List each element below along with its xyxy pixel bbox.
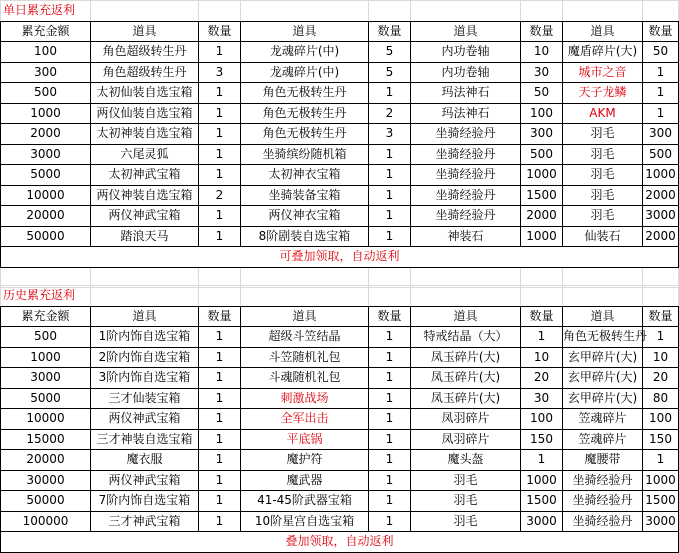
table-cell: 7阶内饰自选宝箱 [91, 491, 199, 512]
table-cell: 100 [1, 42, 91, 63]
table-cell: 1 [369, 388, 411, 409]
table-cell: 150 [643, 429, 679, 450]
grid-cell [199, 286, 241, 307]
grid-cell [521, 1, 563, 22]
table-cell: 1 [521, 327, 563, 348]
table-cell: 500 [521, 144, 563, 165]
table-cell: 太初仙装自选宝箱 [91, 83, 199, 104]
table-cell: 1 [369, 368, 411, 389]
table-cell: 1000 [521, 470, 563, 491]
table-cell: 踏浪天马 [91, 226, 199, 247]
table-cell: 5000 [1, 388, 91, 409]
grid-cell [411, 286, 521, 307]
table-cell: 两仪神装自选宝箱 [91, 185, 199, 206]
table-cell: 1 [199, 470, 241, 491]
table-cell: 1000 [1, 103, 91, 124]
history-header-row [1, 306, 679, 327]
history-title: 历史累充返利 [1, 286, 91, 307]
table-row [1, 83, 679, 104]
table-cell: 魔腰带 [563, 450, 643, 471]
table-cell: 凤玉碎片(大) [411, 347, 521, 368]
table-cell: 玄甲碎片(大) [563, 388, 643, 409]
column-header: 数量 [369, 306, 411, 327]
single-day-note-row [1, 247, 679, 268]
table-cell: 全军出击 [241, 409, 369, 430]
table-cell: 50000 [1, 491, 91, 512]
table-cell: 1 [199, 103, 241, 124]
table-cell: 刺激战场 [241, 388, 369, 409]
table-cell: 角色超级转生丹 [91, 62, 199, 83]
column-header: 数量 [643, 306, 679, 327]
history-title-row [1, 286, 679, 307]
table-cell: 坐骑经验丹 [411, 144, 521, 165]
table-cell: 8阶剧装自选宝箱 [241, 226, 369, 247]
table-cell: 1 [369, 429, 411, 450]
table-row [1, 103, 679, 124]
table-row [1, 491, 679, 512]
table-cell: 1500 [521, 491, 563, 512]
table-cell: 角色无极转生丹 [563, 327, 643, 348]
table-cell: 3000 [521, 511, 563, 532]
table-cell: 1 [521, 450, 563, 471]
table-cell: 10000 [1, 409, 91, 430]
history-rebate-table [0, 285, 679, 553]
single-day-title: 单日累充返利 [1, 1, 91, 22]
table-cell: 坐骑经验丹 [411, 165, 521, 186]
table-cell: 1000 [643, 470, 679, 491]
table-cell: 1000 [643, 165, 679, 186]
table-cell: 300 [521, 124, 563, 145]
table-cell: 10000 [1, 185, 91, 206]
table-cell: 2000 [643, 185, 679, 206]
column-header: 累充金额 [1, 306, 91, 327]
column-header: 数量 [643, 21, 679, 42]
table-cell: 15000 [1, 429, 91, 450]
table-cell: 1 [369, 450, 411, 471]
table-cell: 2 [199, 185, 241, 206]
table-cell: 超级斗笠结晶 [241, 327, 369, 348]
table-cell: 100000 [1, 511, 91, 532]
column-header: 数量 [521, 306, 563, 327]
single-day-note: 可叠加领取，自动返利 [1, 247, 679, 268]
column-header: 道具 [411, 306, 521, 327]
table-cell: 1 [199, 429, 241, 450]
table-cell: 凤羽碎片 [411, 429, 521, 450]
table-cell: 2000 [521, 206, 563, 227]
table-cell: 20 [521, 368, 563, 389]
table-cell: 1 [199, 347, 241, 368]
table-cell: 1 [199, 327, 241, 348]
table-cell: 凤玉碎片(大) [411, 368, 521, 389]
table-cell: 角色无极转生丹 [241, 124, 369, 145]
table-cell: 1 [369, 83, 411, 104]
table-cell: 2阶内饰自选宝箱 [91, 347, 199, 368]
table-cell: 3阶内饰自选宝箱 [91, 368, 199, 389]
table-cell: 角色超级转生丹 [91, 42, 199, 63]
table-cell: 100 [521, 409, 563, 430]
table-cell: 六尾灵狐 [91, 144, 199, 165]
column-header: 道具 [411, 21, 521, 42]
table-row [1, 511, 679, 532]
column-header: 道具 [241, 21, 369, 42]
table-cell: 10 [521, 42, 563, 63]
table-cell: 坐骑经验丹 [563, 470, 643, 491]
history-note: 叠加领取，自动返利 [1, 532, 679, 553]
table-row [1, 144, 679, 165]
table-cell: 玛法神石 [411, 83, 521, 104]
table-cell: 2000 [1, 124, 91, 145]
table-row [1, 368, 679, 389]
table-row [1, 124, 679, 145]
column-header: 数量 [369, 21, 411, 42]
table-cell: 平底锅 [241, 429, 369, 450]
table-cell: 两仪神武宝箱 [91, 206, 199, 227]
table-cell: 太初神衣宝箱 [241, 165, 369, 186]
table-cell: 坐骑经验丹 [411, 124, 521, 145]
table-cell: 太初神装自选宝箱 [91, 124, 199, 145]
table-cell: 50000 [1, 226, 91, 247]
column-header: 道具 [91, 306, 199, 327]
table-cell: AKM [563, 103, 643, 124]
column-header: 数量 [199, 306, 241, 327]
table-cell: 两仪神武宝箱 [91, 409, 199, 430]
table-cell: 3000 [1, 144, 91, 165]
table-cell: 羽毛 [563, 165, 643, 186]
table-row [1, 470, 679, 491]
table-cell: 玄甲碎片(大) [563, 368, 643, 389]
table-cell: 100 [521, 103, 563, 124]
table-cell: 魔盾碎片(大) [563, 42, 643, 63]
table-row [1, 226, 679, 247]
table-cell: 1 [643, 62, 679, 83]
table-cell: 羽毛 [563, 185, 643, 206]
table-cell: 玄甲碎片(大) [563, 347, 643, 368]
column-header: 道具 [563, 306, 643, 327]
table-cell: 天子龙鳞 [563, 83, 643, 104]
table-cell: 1500 [643, 491, 679, 512]
table-cell: 魔头盔 [411, 450, 521, 471]
table-cell: 500 [1, 327, 91, 348]
table-cell: 龙魂碎片(中) [241, 42, 369, 63]
table-cell: 3000 [1, 368, 91, 389]
table-cell: 1 [199, 409, 241, 430]
table-cell: 20000 [1, 206, 91, 227]
table-cell: 1 [369, 165, 411, 186]
table-cell: 3000 [643, 206, 679, 227]
table-cell: 30000 [1, 470, 91, 491]
grid-cell [643, 286, 679, 307]
grid-cell [91, 286, 199, 307]
table-cell: 1 [369, 185, 411, 206]
history-note-row [1, 532, 679, 553]
column-header: 道具 [563, 21, 643, 42]
table-cell: 角色无极转生丹 [241, 83, 369, 104]
table-cell: 3000 [643, 511, 679, 532]
table-row [1, 388, 679, 409]
table-cell: 100 [643, 409, 679, 430]
table-cell: 10 [521, 347, 563, 368]
table-cell: 1000 [521, 165, 563, 186]
table-cell: 10阶星宫自选宝箱 [241, 511, 369, 532]
column-header: 道具 [241, 306, 369, 327]
table-row [1, 347, 679, 368]
table-cell: 300 [643, 124, 679, 145]
table-cell: 1 [199, 206, 241, 227]
table-cell: 1 [369, 491, 411, 512]
table-cell: 41-45阶武器宝箱 [241, 491, 369, 512]
table-cell: 1 [199, 491, 241, 512]
table-row [1, 42, 679, 63]
table-cell: 三才神装自选宝箱 [91, 429, 199, 450]
table-row [1, 206, 679, 227]
table-cell: 20000 [1, 450, 91, 471]
table-cell: 魔武器 [241, 470, 369, 491]
table-cell: 1 [199, 83, 241, 104]
table-cell: 坐骑装备宝箱 [241, 185, 369, 206]
table-cell: 1 [199, 388, 241, 409]
table-cell: 羽毛 [563, 206, 643, 227]
table-cell: 玛法神石 [411, 103, 521, 124]
table-cell: 坐骑缤纷随机箱 [241, 144, 369, 165]
table-cell: 坐骑经验丹 [411, 206, 521, 227]
table-cell: 2 [369, 103, 411, 124]
grid-cell [563, 1, 643, 22]
table-cell: 特戒结晶（大） [411, 327, 521, 348]
table-cell: 500 [643, 144, 679, 165]
table-cell: 1 [643, 83, 679, 104]
table-row [1, 62, 679, 83]
table-cell: 30 [521, 388, 563, 409]
single-day-title-row [1, 1, 679, 22]
table-cell: 羽毛 [563, 144, 643, 165]
table-cell: 两仪神武宝箱 [91, 470, 199, 491]
table-cell: 角色无极转生丹 [241, 103, 369, 124]
table-cell: 1 [199, 144, 241, 165]
table-row [1, 429, 679, 450]
table-cell: 1 [643, 103, 679, 124]
table-cell: 凤玉碎片(大) [411, 388, 521, 409]
table-cell: 1 [643, 450, 679, 471]
table-cell: 1 [199, 124, 241, 145]
grid-cell [521, 286, 563, 307]
table-cell: 城市之音 [563, 62, 643, 83]
table-cell: 1 [643, 327, 679, 348]
table-cell: 3 [199, 62, 241, 83]
table-cell: 5 [369, 42, 411, 63]
table-cell: 150 [521, 429, 563, 450]
table-cell: 1000 [1, 347, 91, 368]
column-header: 数量 [521, 21, 563, 42]
table-cell: 两仪神衣宝箱 [241, 206, 369, 227]
table-cell: 1 [369, 327, 411, 348]
table-cell: 1阶内饰自选宝箱 [91, 327, 199, 348]
table-cell: 羽毛 [411, 491, 521, 512]
table-cell: 羽毛 [411, 470, 521, 491]
table-cell: 斗笠随机礼包 [241, 347, 369, 368]
table-cell: 魔护符 [241, 450, 369, 471]
table-row [1, 409, 679, 430]
table-cell: 内功卷轴 [411, 42, 521, 63]
table-cell: 1 [199, 42, 241, 63]
table-cell: 坐骑经验丹 [411, 185, 521, 206]
table-cell: 笠魂碎片 [563, 429, 643, 450]
column-header: 数量 [199, 21, 241, 42]
table-cell: 太初神武宝箱 [91, 165, 199, 186]
column-header: 道具 [91, 21, 199, 42]
grid-cell [369, 286, 411, 307]
table-row [1, 185, 679, 206]
table-cell: 1 [199, 511, 241, 532]
single-day-header-row [1, 21, 679, 42]
table-cell: 1 [369, 144, 411, 165]
table-cell: 羽毛 [563, 124, 643, 145]
table-cell: 凤羽碎片 [411, 409, 521, 430]
table-cell: 80 [643, 388, 679, 409]
grid-cell [411, 1, 521, 22]
table-cell: 魔衣服 [91, 450, 199, 471]
table-cell: 仙装石 [563, 226, 643, 247]
table-cell: 1 [369, 206, 411, 227]
table-cell: 1 [199, 165, 241, 186]
table-cell: 神装石 [411, 226, 521, 247]
table-cell: 3 [369, 124, 411, 145]
table-cell: 1 [199, 368, 241, 389]
table-row [1, 450, 679, 471]
grid-cell [91, 1, 199, 22]
table-cell: 斗魂随机礼包 [241, 368, 369, 389]
table-cell: 坐骑经验丹 [563, 491, 643, 512]
grid-cell [369, 1, 411, 22]
table-cell: 1 [199, 450, 241, 471]
table-cell: 羽毛 [411, 511, 521, 532]
table-cell: 三才仙装宝箱 [91, 388, 199, 409]
table-cell: 50 [521, 83, 563, 104]
grid-cell [241, 1, 369, 22]
table-cell: 30 [521, 62, 563, 83]
table-cell: 2000 [643, 226, 679, 247]
table-cell: 1 [369, 511, 411, 532]
table-cell: 内功卷轴 [411, 62, 521, 83]
table-cell: 50 [643, 42, 679, 63]
table-cell: 1 [369, 409, 411, 430]
grid-cell [241, 286, 369, 307]
table-cell: 5 [369, 62, 411, 83]
table-cell: 两仪仙装自选宝箱 [91, 103, 199, 124]
table-cell: 笠魂碎片 [563, 409, 643, 430]
table-cell: 1500 [521, 185, 563, 206]
grid-cell [199, 1, 241, 22]
table-cell: 三才神武宝箱 [91, 511, 199, 532]
table-cell: 5000 [1, 165, 91, 186]
table-cell: 1 [369, 470, 411, 491]
table-cell: 20 [643, 368, 679, 389]
table-row [1, 165, 679, 186]
table-row [1, 327, 679, 348]
table-cell: 300 [1, 62, 91, 83]
table-cell: 1 [369, 226, 411, 247]
table-cell: 1 [199, 226, 241, 247]
table-cell: 1000 [521, 226, 563, 247]
table-cell: 龙魂碎片(中) [241, 62, 369, 83]
column-header: 累充金额 [1, 21, 91, 42]
table-cell: 1 [369, 347, 411, 368]
table-cell: 坐骑经验丹 [563, 511, 643, 532]
table-cell: 500 [1, 83, 91, 104]
grid-cell [643, 1, 679, 22]
table-cell: 10 [643, 347, 679, 368]
grid-cell [563, 286, 643, 307]
